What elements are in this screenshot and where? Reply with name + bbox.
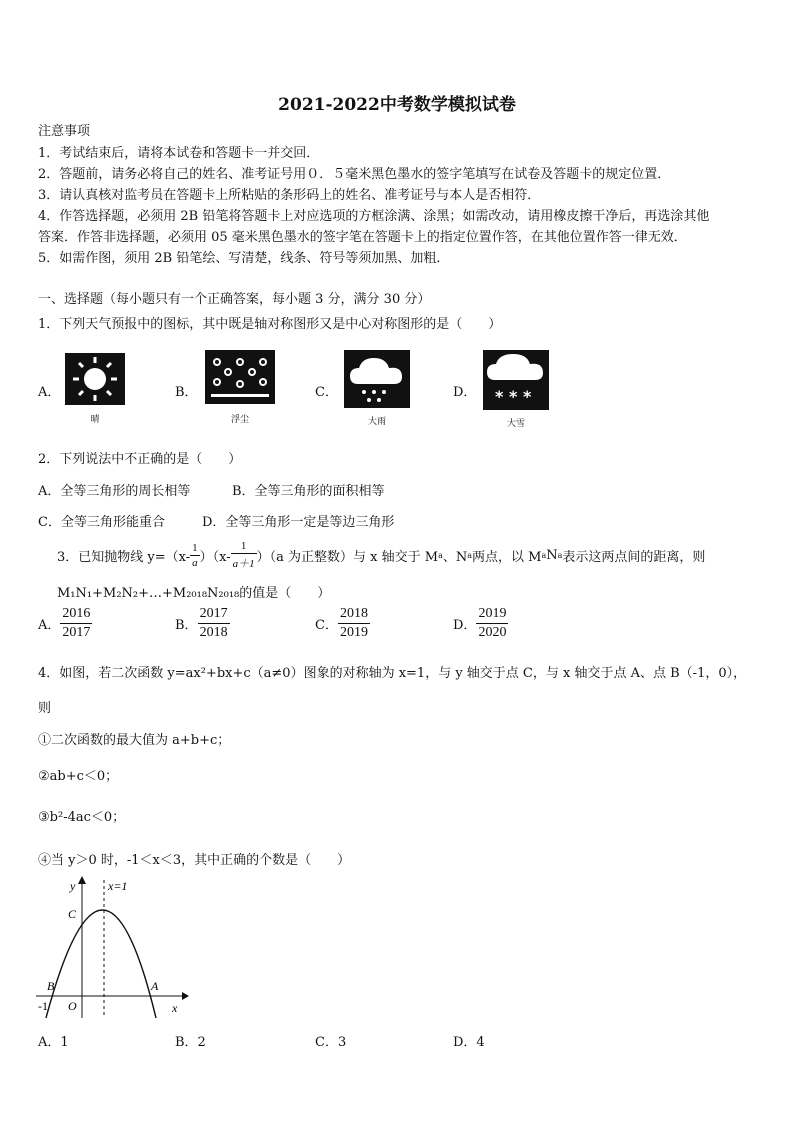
q3-option-a-num: 2016 <box>60 606 92 624</box>
q1-option-c-caption: 大雨 <box>367 417 386 427</box>
question-2-stem: 2．下列说法中不正确的是（ ） <box>38 452 242 467</box>
q3-stem-post: ）（a 为正整数）与 x 轴交于 M <box>256 549 439 565</box>
q3-option-b-label: B． <box>175 618 198 633</box>
rain-cloud-icon <box>344 350 410 408</box>
q3-option-a <box>38 606 92 641</box>
q4-option-b: B．2 <box>175 1035 206 1050</box>
parabola-curve <box>46 910 156 1018</box>
q2-option-d: D．全等三角形一定是等边三角形 <box>202 515 395 530</box>
q4-then: 则 <box>38 701 52 716</box>
q1-option-d-caption: 大雪 <box>506 419 525 429</box>
q3-option-d-label: D． <box>453 618 477 633</box>
svg-text:*: * <box>509 387 518 406</box>
q3-option-a-label: A． <box>38 618 61 633</box>
label-x: x <box>172 1001 178 1015</box>
q3-option-c-fraction <box>338 606 370 641</box>
q3-option-c <box>315 606 370 641</box>
q3-option-d-den: 2020 <box>478 625 507 640</box>
q3-option-a-fraction <box>60 606 92 641</box>
q3-fraction-1-num: 1 <box>192 541 198 554</box>
q3-stem-post4: N <box>546 547 558 563</box>
q3-option-b-fraction <box>198 606 230 641</box>
label-c: C <box>68 907 77 921</box>
x-axis-arrow <box>182 992 189 1000</box>
q2-option-c: C．全等三角形能重合 <box>38 515 165 530</box>
q3-stem-pre: 3．已知抛物线 y=（x- <box>57 549 191 565</box>
label-b: B <box>47 979 55 993</box>
notice-item-4-cont: 答案．作答非选择题，必须用 05 毫米黑色墨水的签字笔在答题卡上的指定位置作答，在其他位置作答一律无效． <box>38 230 687 245</box>
label-minus-one: -1 <box>38 999 48 1013</box>
notice-item-3: 3．请认真核对监考员在答题卡上所粘贴的条形码上的姓名、准考证号与本人是否相符． <box>38 188 541 203</box>
q4-statement-1: ①二次函数的最大值为 a+b+c； <box>38 733 231 748</box>
notice-item-5: 5．如需作图，须用 2B 铅笔绘、写清楚，线条、符号等须加黑、加粗． <box>38 251 450 266</box>
notice-item-4: 4．作答选择题，必须用 2B 铅笔将答题卡上对应选项的方框涂满、涂黑；如需改动，请用橡皮擦干净后，再选涂其他 <box>38 209 710 224</box>
notice-item-2: 2．答题前，请务必将自己的姓名、准考证号用０．５毫米黑色墨水的签字笔填写在试卷及答题卡的规定位置． <box>38 167 671 182</box>
q3-sub-a4: a <box>557 550 563 560</box>
q3-line-2: M₁N₁+M₂N₂+…+M₂₀₁₈N₂₀₁₈的值是（ ） <box>57 586 331 601</box>
q3-stem-post2: 、N <box>442 549 468 565</box>
q2-option-b: B．全等三角形的面积相等 <box>232 484 385 499</box>
parabola-graph <box>32 872 192 1020</box>
q3-option-d <box>453 606 508 641</box>
page-title: 2021-2022中考数学模拟试卷 <box>278 95 516 115</box>
q4-option-d: D．4 <box>453 1035 485 1050</box>
label-a: A <box>151 979 159 993</box>
q3-fraction-2-den: a＋1 <box>232 557 255 570</box>
q3-option-d-fraction <box>476 606 508 641</box>
q4-statement-2: ②ab+c＜0； <box>38 769 119 784</box>
q4-statement-3: ③b²-4ac＜0； <box>38 810 126 825</box>
q3-fraction-1-den: a <box>192 556 198 569</box>
snow-cloud-icon <box>483 350 549 410</box>
q3-sub-a2: a <box>467 550 473 560</box>
svg-text:*: * <box>523 387 532 406</box>
section-heading: 一、选择题（每小题只有一个正确答案，每小题 3 分，满分 30 分） <box>38 292 431 307</box>
q3-option-c-den: 2019 <box>339 625 368 640</box>
q3-fraction-2 <box>231 540 257 571</box>
q4-statement-4: ④当 y＞0 时，-1＜x＜3，其中正确的个数是（ ） <box>38 853 351 868</box>
question-4-stem: 4．如图，若二次函数 y=ax²+bx+c（a≠0）图象的对称轴为 x=1，与 y 轴交于点 C，与 x 轴交于点 A、点 B（-1，0）， <box>38 666 747 681</box>
dust-icon <box>205 350 275 404</box>
q3-sub-a1: a <box>438 550 443 560</box>
sun-icon <box>65 353 125 405</box>
question-1-stem: 1．下列天气预报中的图标，其中既是轴对称图形又是中心对称图形的是（ ） <box>38 317 502 332</box>
q3-sub-a3: a <box>541 550 547 560</box>
q3-option-d-num: 2019 <box>476 606 508 624</box>
svg-text:*: * <box>495 387 504 406</box>
q3-stem-mid: ）（x- <box>199 549 231 565</box>
q3-option-a-den: 2017 <box>62 625 91 640</box>
q1-option-a-label: A． <box>38 385 61 400</box>
q3-option-b <box>175 606 230 641</box>
q1-option-c-label: C． <box>315 385 338 400</box>
q3-fraction-1 <box>190 542 200 569</box>
q3-stem-post3: 两点，以 M <box>472 549 542 565</box>
q3-option-b-den: 2018 <box>199 625 228 640</box>
q2-option-a: A．全等三角形的周长相等 <box>38 484 191 499</box>
q3-option-c-num: 2018 <box>338 606 370 624</box>
q1-option-d-label: D． <box>453 385 477 400</box>
q1-option-b-label: B． <box>175 385 198 400</box>
label-origin: O <box>68 999 77 1013</box>
notice-heading: 注意事项 <box>38 124 91 139</box>
y-axis-arrow <box>78 876 86 884</box>
q3-option-c-label: C． <box>315 618 338 633</box>
label-y: y <box>70 879 76 893</box>
label-symmetry-axis: x=1 <box>108 879 128 893</box>
question-3-stem <box>57 537 705 573</box>
q3-stem-post5: 表示这两点间的距离，则 <box>562 549 706 565</box>
notice-item-1: 1．考试结束后，请将本试卷和答题卡一并交回． <box>38 146 320 161</box>
q4-option-a: A．1 <box>38 1035 69 1050</box>
q3-fraction-2-num: 1 <box>231 540 257 554</box>
q1-option-b-caption: 浮尘 <box>230 415 249 425</box>
q4-option-c: C．3 <box>315 1035 347 1050</box>
q3-option-b-num: 2017 <box>198 606 230 624</box>
q1-option-a-caption: 晴 <box>90 415 100 425</box>
